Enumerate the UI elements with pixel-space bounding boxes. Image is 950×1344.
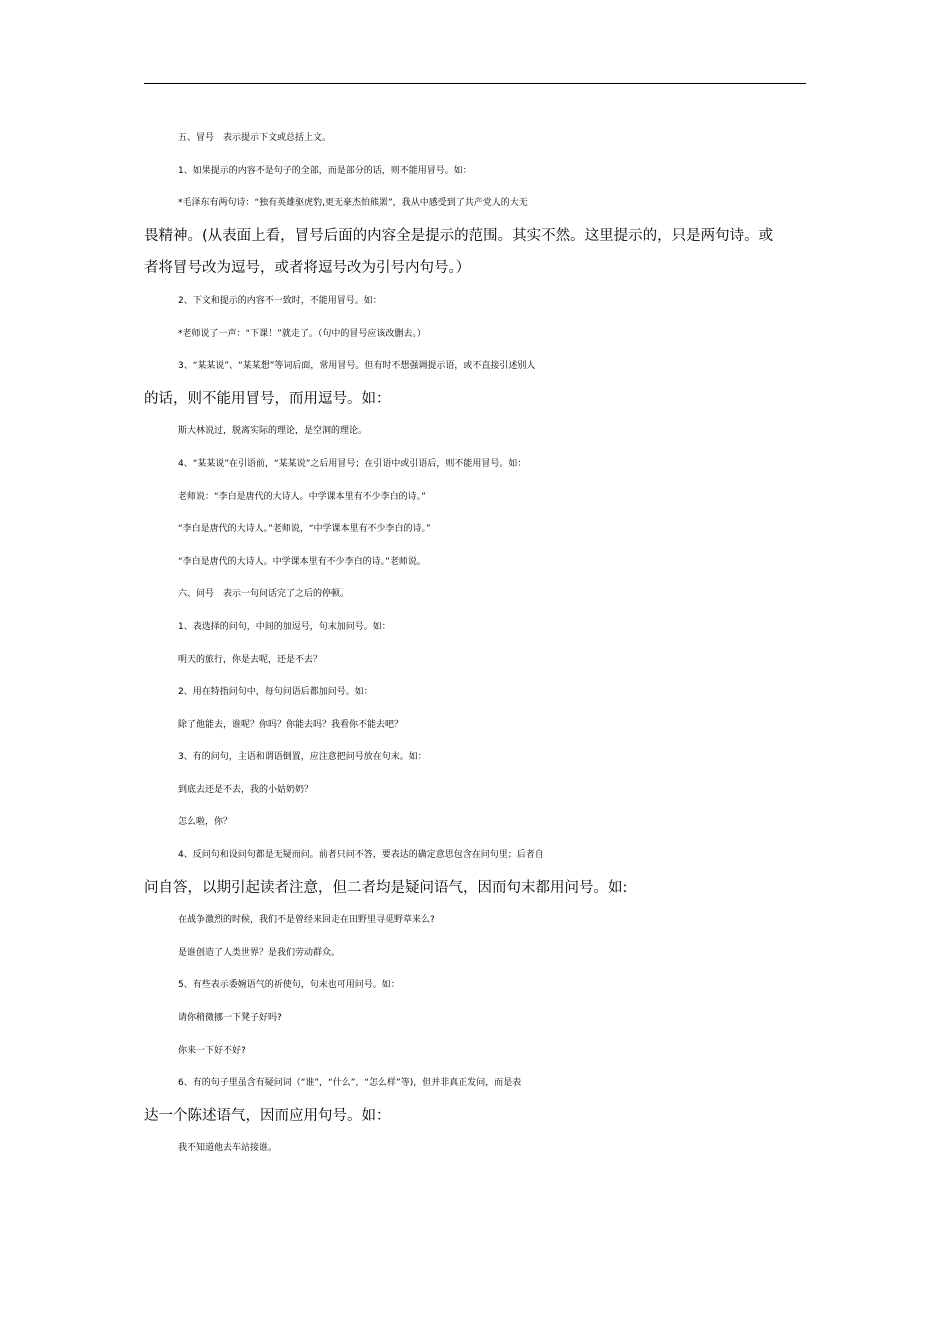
rule-line: 3、有的问句，主语和谓语倒置，应注意把问号放在句末。如： <box>178 752 427 763</box>
example-line: 你来一下好不好? <box>178 1045 246 1056</box>
example-line: 怎么啦，你？ <box>178 817 233 828</box>
continuation-line: 的话，则不能用冒号，而用逗号。如： <box>144 390 391 407</box>
continuation-line: 者将冒号改为逗号，或者将逗号改为引号内句号。） <box>144 260 471 277</box>
example-line: 我不知道他去车站接谁。 <box>178 1143 278 1154</box>
example-line: 斯大林说过，脱离实际的理论，是空洞的理论。 <box>178 426 368 437</box>
rule-line: 4、反问句和设问句都是无疑而问。前者只问不答，要表达的确定意思包含在问句里；后者自 <box>178 850 544 861</box>
example-line: “李白是唐代的大诗人。中学课本里有不少李白的诗。”老师说。 <box>178 556 426 567</box>
example-line: 除了他能去，谁呢？你吗？你能去吗？我看你不能去吧？ <box>178 719 404 730</box>
rule-line: 5、有些表示委婉语气的祈使句，句末也可用问号。如： <box>178 980 400 991</box>
example-line: 老师说：“李白是唐代的大诗人。中学课本里有不少李白的诗。” <box>178 491 426 502</box>
header-rule <box>144 83 806 84</box>
example-line: *毛泽东有两句诗：“独有英雄驱虎豹,更无豪杰怕熊罴”，我从中感受到了共产党人的大无 <box>178 198 528 209</box>
example-line: 到底去还是不去，我的小姑奶奶？ <box>178 784 314 795</box>
continuation-line: 畏精神。(从表面上看，冒号后面的内容全是提示的范围。其实不然。这里提示的，只是两句诗。或 <box>144 227 774 244</box>
section-heading-colon: 五、冒号 表示提示下文或总括上文。 <box>178 133 332 143</box>
example-line: *老师说了一声：“下课！”就走了。（句中的冒号应该改删去。） <box>178 328 426 339</box>
example-line: 是谁创造了人类世界？是我们劳动群众。 <box>178 947 341 958</box>
continuation-line: 问自答，以期引起读者注意，但二者均是疑问语气，因而句末都用问号。如: <box>144 879 628 896</box>
rule-line: 4、“某某说”在引语前，“某某说”之后用冒号；在引语中或引语后，则不能用冒号。如： <box>178 458 527 469</box>
rule-line: 3、“某某说”、“某某想”等词后面，常用冒号。但有时不想强调提示语，或不直接引述别人 <box>178 361 536 372</box>
example-line: 请你稍微挪一下凳子好吗? <box>178 1013 282 1024</box>
rule-line: 2、下文和提示的内容不一致时，不能用冒号。如： <box>178 295 382 306</box>
example-line: 在战争激烈的时候，我们不是曾经来回走在田野里寻觅野草来么? <box>178 915 435 926</box>
rule-line: 6、有的句子里虽含有疑问词（“谁”，“什么”，“怎么样”等)，但并非真正发问，而是表 <box>178 1078 522 1089</box>
example-line: 明天的旅行，你是去呢，还是不去？ <box>178 654 323 665</box>
example-line: “李白是唐代的大诗人。”老师说，“中学课本里有不少李白的诗。” <box>178 524 431 535</box>
continuation-line: 达一个陈述语气，因而应用句号。如： <box>144 1107 391 1124</box>
rule-line: 1、如果提示的内容不是句子的全部，而是部分的话，则不能用冒号。如： <box>178 165 472 176</box>
section-heading-question: 六、问号 表示一句问话完了之后的停顿。 <box>178 589 350 600</box>
rule-line: 2、用在特指问句中，每句问语后都加问号。如： <box>178 687 373 698</box>
document-body <box>144 122 806 1165</box>
rule-line: 1、表选择的问句，中间的加逗号，句末加问号。如： <box>178 621 391 632</box>
